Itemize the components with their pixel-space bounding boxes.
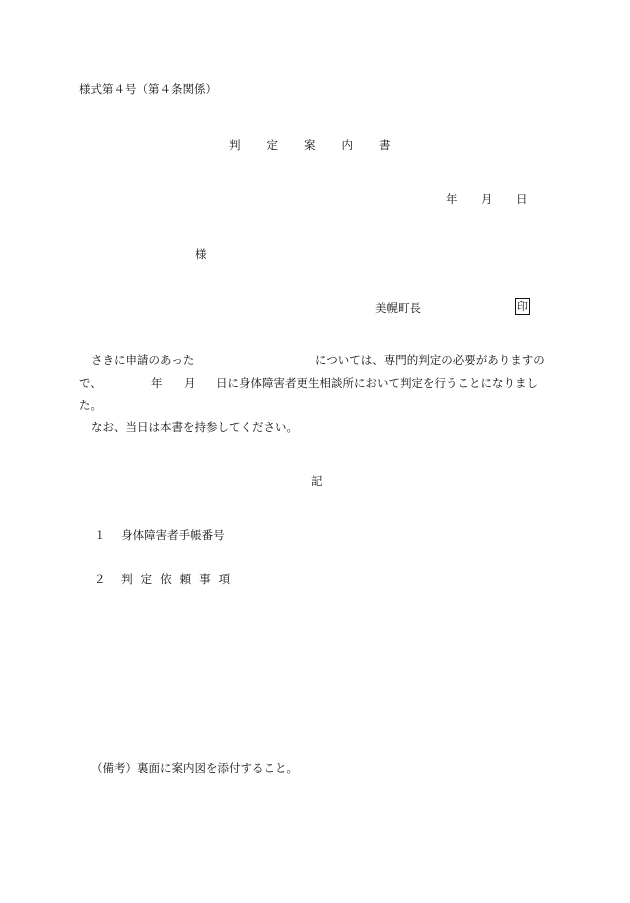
remarks-note: （備考）裏面に案内図を添付すること。 [91,761,298,775]
body-line1-a: さきに申請のあった [91,353,195,367]
body-line4: なお、当日は本書を持参してください。 [91,420,298,434]
date-month: 月 [481,192,493,206]
body-line2-month: 月 [184,376,196,390]
item-number: １ [94,528,106,542]
body-line1-b: については、専門的判定の必要がありますの [315,353,545,367]
body-line2-year: 年 [151,376,163,390]
body-line2-a: で、 [79,376,102,390]
seal-mark: 印 [517,300,528,313]
form-number: 様式第４号（第４条関係） [79,82,217,96]
addressee-suffix: 様 [195,247,207,261]
document-title: 判定案内書 [229,138,417,152]
body-line3: た。 [79,398,102,412]
date-day: 日 [516,192,528,206]
item-label: 判定依頼事項 [121,572,239,586]
date-year: 年 [446,192,458,206]
issuer-name: 美幌町長 [375,301,421,315]
ki-heading: 記 [311,474,323,488]
body-line2-rest: 日に身体障害者更生相談所において判定を行うことになりまし [216,376,538,390]
item-label: 身体障害者手帳番号 [121,528,225,542]
list-item [94,527,225,543]
item-number: ２ [94,572,106,586]
list-item [94,571,238,587]
